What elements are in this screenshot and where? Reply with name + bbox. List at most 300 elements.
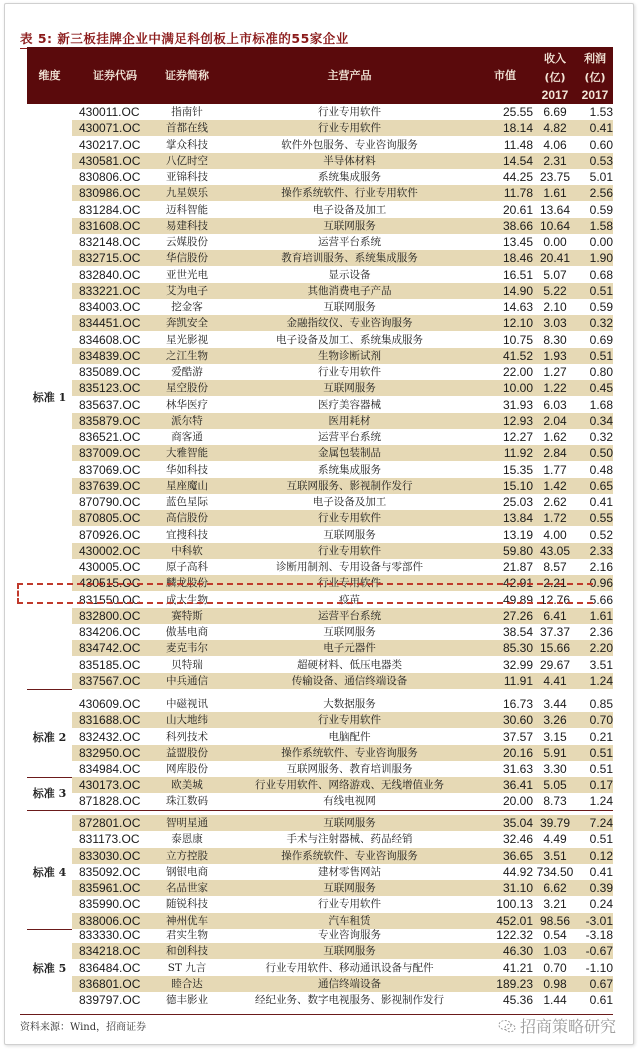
cell-revenue: 3.44 <box>543 697 567 711</box>
table-row <box>27 510 613 526</box>
cell-product: 经纪业务、数字电视服务、影视制作发行 <box>255 994 444 1006</box>
cell-market-value: 59.80 <box>502 543 533 558</box>
cell-name: 指南针 <box>171 106 203 118</box>
cell-revenue: 8.30 <box>543 332 567 347</box>
cell-product: 行业专用软件 <box>318 898 381 911</box>
cell-name: 九星娱乐 <box>166 187 208 200</box>
cell-product: 建材零售网站 <box>318 865 381 878</box>
cell-name: 中兵通信 <box>166 674 208 687</box>
cell-market-value: 12.27 <box>502 430 533 444</box>
cell-product: 运营平台系统 <box>318 609 381 622</box>
cell-market-value: 14.54 <box>502 153 533 168</box>
cell-profit: 0.59 <box>589 202 613 217</box>
cell-market-value: 14.63 <box>502 300 533 314</box>
cell-profit: -3.01 <box>585 913 613 928</box>
cell-market-value: 15.35 <box>502 462 533 477</box>
cell-revenue: 5.05 <box>543 778 567 792</box>
cell-profit: -0.67 <box>585 944 613 959</box>
header-code: 证券代码 <box>93 69 137 82</box>
cell-code: 830986.OC <box>79 186 141 201</box>
header-revenue <box>533 50 577 102</box>
cell-revenue: 6.69 <box>543 105 567 119</box>
cell-revenue: 2.84 <box>543 446 567 461</box>
cell-product: 运营平台系统 <box>318 431 381 443</box>
cell-name: 星空股份 <box>166 382 208 395</box>
cell-name: 大雅智能 <box>166 447 208 460</box>
cell-name: 中磁视讯 <box>166 698 208 710</box>
cell-profit: 0.51 <box>589 762 613 776</box>
table-row <box>27 120 613 136</box>
cell-name: 睦合达 <box>171 977 203 990</box>
cell-code: 832840.OC <box>79 267 141 282</box>
table-row <box>27 380 613 396</box>
cell-profit: 0.41 <box>589 864 613 879</box>
cell-code: 835637.OC <box>79 397 141 412</box>
cell-profit: 2.33 <box>589 543 613 558</box>
cell-name: 名品世家 <box>166 882 208 894</box>
cell-profit: 0.51 <box>589 283 613 298</box>
cell-market-value: 32.99 <box>502 657 533 672</box>
cell-name: 中科软 <box>171 544 203 557</box>
cell-product: 教育培训服务、系统集成服务 <box>281 252 418 265</box>
cell-code: 834003.OC <box>79 300 141 314</box>
table-row <box>27 153 613 169</box>
cell-revenue: 12.76 <box>539 592 571 607</box>
cell-revenue: 0.98 <box>543 976 567 991</box>
cell-product: 互联网服务 <box>323 528 376 541</box>
cell-profit: 0.85 <box>589 697 613 711</box>
cell-code: 832950.OC <box>79 745 141 760</box>
cell-product: 疫苗 <box>339 593 360 606</box>
cell-code: 832715.OC <box>79 251 141 266</box>
table-row <box>27 202 613 218</box>
cell-market-value: 37.57 <box>502 729 533 744</box>
cell-product: 传输设备、通信终端设备 <box>291 674 408 687</box>
cell-revenue: 4.82 <box>543 121 567 136</box>
cell-product: 行业专用软件、网络游戏、无线增值业务 <box>255 779 444 791</box>
cell-name: 亚锦科技 <box>166 171 208 183</box>
cell-profit: 0.65 <box>589 478 613 493</box>
cell-market-value: 13.19 <box>502 527 533 542</box>
cell-revenue: 1.72 <box>543 511 567 526</box>
cell-market-value: 189.23 <box>496 976 533 991</box>
cell-name: 赛特斯 <box>171 609 203 622</box>
cell-revenue: 1.44 <box>543 993 567 1007</box>
cell-code: 430609.OC <box>79 697 141 711</box>
header-profit <box>575 50 615 102</box>
table-row <box>27 169 613 185</box>
cell-name: 八亿时空 <box>166 154 208 167</box>
cell-code: 830806.OC <box>79 170 141 184</box>
table-row <box>27 543 613 559</box>
table-row <box>27 608 613 624</box>
cell-name: 成大生物 <box>166 593 208 606</box>
table-row <box>27 624 613 640</box>
table-row <box>27 864 613 880</box>
cell-market-value: 38.66 <box>502 218 533 233</box>
table-row <box>27 429 613 445</box>
cell-name: 泰恩康 <box>171 833 203 846</box>
cell-market-value: 16.51 <box>502 267 533 282</box>
table-row <box>27 397 613 413</box>
cell-code: 870790.OC <box>79 495 141 509</box>
cell-profit: 1.24 <box>589 794 613 809</box>
cell-code: 833030.OC <box>79 848 141 863</box>
cell-revenue: 1.03 <box>543 944 567 959</box>
cell-product: 电子设备及加工、系统集成服务 <box>276 333 423 346</box>
cell-code: 833221.OC <box>79 283 141 298</box>
table-row <box>27 185 613 201</box>
cell-revenue: 13.64 <box>539 202 571 217</box>
cell-market-value: 21.87 <box>502 560 533 574</box>
cell-product: 金属包装制品 <box>318 447 381 460</box>
cell-market-value: 122.32 <box>496 928 533 942</box>
cell-revenue: 8.57 <box>543 560 567 574</box>
cell-revenue: 2.04 <box>543 413 567 428</box>
table-row <box>27 364 613 380</box>
table-row <box>27 880 613 896</box>
cell-name: 随锐科技 <box>166 898 208 911</box>
cell-revenue: 734.50 <box>536 864 574 879</box>
cell-profit: 5.66 <box>589 592 613 607</box>
cell-profit: 7.24 <box>589 816 613 830</box>
table-row <box>27 657 613 673</box>
cell-revenue: 3.51 <box>543 848 567 863</box>
cell-product: 电子设备及加工 <box>312 496 387 508</box>
cell-product: 互联网服务 <box>323 626 376 638</box>
table-row <box>27 348 613 364</box>
cell-profit: 1.58 <box>589 218 613 233</box>
cell-revenue: 8.73 <box>543 794 567 809</box>
cell-code: 837567.OC <box>79 673 141 688</box>
cell-market-value: 10.75 <box>502 332 533 347</box>
cell-market-value: 27.26 <box>502 608 533 623</box>
group-label: 标准 3 <box>32 787 67 801</box>
cell-revenue: 2.62 <box>543 495 567 509</box>
cell-name: 贝特瑞 <box>171 658 203 671</box>
cell-product: 互联网服务 <box>323 301 376 313</box>
cell-code: 836484.OC <box>79 960 141 975</box>
cell-market-value: 452.01 <box>496 913 533 928</box>
cell-name: 山大地纬 <box>166 714 208 727</box>
cell-revenue: 2.31 <box>543 153 567 168</box>
cell-name: 麟龙股份 <box>166 577 208 590</box>
cell-name: 首都在线 <box>166 122 208 135</box>
cell-name: 华信股份 <box>166 252 208 265</box>
cell-profit: 0.41 <box>589 495 613 509</box>
cell-name: 麦克韦尔 <box>166 642 208 655</box>
cell-name: 星座魔山 <box>166 479 208 492</box>
cell-profit: 0.80 <box>589 365 613 379</box>
cell-name: 和创科技 <box>166 945 208 958</box>
cell-profit: 0.96 <box>589 576 613 591</box>
cell-profit: 0.45 <box>589 381 613 396</box>
cell-name: 艾为电子 <box>166 284 208 297</box>
cell-revenue: 1.42 <box>543 478 567 493</box>
cell-product: 行业专用软件 <box>318 512 381 525</box>
cell-market-value: 12.10 <box>502 316 533 331</box>
cell-market-value: 46.30 <box>502 944 533 959</box>
table-row <box>27 413 613 429</box>
cell-market-value: 10.00 <box>502 381 533 396</box>
watermark <box>498 1014 616 1037</box>
cell-revenue: 0.00 <box>543 235 567 249</box>
cell-profit: 0.50 <box>589 446 613 461</box>
cell-code: 837009.OC <box>79 446 141 461</box>
cell-product: 大数据服务 <box>323 698 376 710</box>
cell-name: 网库股份 <box>166 763 208 775</box>
table-row <box>27 848 613 864</box>
cell-product: 显示设备 <box>328 268 371 281</box>
cell-product: 系统集成服务 <box>318 171 381 183</box>
cell-market-value: 11.91 <box>503 673 533 688</box>
cell-revenue: 1.27 <box>543 365 567 379</box>
header-revenue-label: 收入 <box>544 52 566 65</box>
cell-profit: 0.68 <box>589 267 613 282</box>
cell-revenue: 3.21 <box>543 897 567 912</box>
cell-revenue: 6.62 <box>543 881 567 895</box>
wechat-icon <box>498 1019 516 1033</box>
table-row <box>27 104 613 120</box>
cell-name: 智明星通 <box>166 817 208 829</box>
table-row <box>27 696 613 712</box>
cell-market-value: 13.45 <box>502 235 533 249</box>
table-row <box>27 745 613 761</box>
cell-revenue: 2.21 <box>543 576 567 591</box>
cell-name: 迈科智能 <box>166 203 208 216</box>
cell-name: 科列技术 <box>166 730 208 743</box>
cell-profit: 0.53 <box>589 153 613 168</box>
table-row <box>27 943 613 959</box>
cell-code: 430011.OC <box>79 105 140 119</box>
cell-product: 电子元器件 <box>323 642 376 655</box>
cell-revenue: 1.62 <box>543 430 567 444</box>
cell-profit: 1.24 <box>589 673 613 688</box>
cell-code: 430071.OC <box>79 121 141 136</box>
table-row <box>27 267 613 283</box>
cell-revenue: 10.64 <box>539 218 571 233</box>
cell-revenue: 6.41 <box>543 608 567 623</box>
cell-profit: -3.18 <box>585 928 613 942</box>
cell-name: 华如科技 <box>166 463 208 476</box>
cell-code: 831608.OC <box>79 218 141 233</box>
cell-product: 其他消费电子产品 <box>307 284 392 297</box>
cell-revenue: 4.49 <box>543 832 567 847</box>
cell-code: 835123.OC <box>79 381 141 396</box>
cell-code: 834608.OC <box>79 332 141 347</box>
cell-product: 诊断用制剂、专用设备与零部件 <box>276 561 423 573</box>
cell-product: 运营平台系统 <box>318 236 381 248</box>
header-profit-year: 2017 <box>581 88 609 102</box>
table-row <box>27 494 613 510</box>
cell-market-value: 30.60 <box>502 713 533 728</box>
table-row <box>27 478 613 494</box>
cell-market-value: 35.04 <box>502 816 533 830</box>
table-row <box>27 712 613 728</box>
cell-product: 电子设备及加工 <box>312 203 387 216</box>
table-row <box>27 927 613 943</box>
cell-product: 行业专用软件 <box>318 577 381 590</box>
cell-name: 神州优车 <box>166 914 208 927</box>
source-note: 资料来源：Wind，招商证券 <box>20 1022 147 1033</box>
cell-code: 835879.OC <box>79 413 141 428</box>
cell-market-value: 11.78 <box>503 186 533 201</box>
header-revenue-year: 2017 <box>541 88 569 102</box>
cell-name: 派尔特 <box>171 414 203 427</box>
cell-name: 商客通 <box>171 431 203 443</box>
cell-market-value: 44.92 <box>502 864 533 879</box>
cell-revenue: 98.56 <box>539 913 571 928</box>
header-market-value: 市值 <box>494 69 516 82</box>
cell-name: 高信股份 <box>166 512 208 525</box>
table-header <box>27 47 613 104</box>
group-label: 标准 4 <box>32 865 67 879</box>
cell-market-value: 18.14 <box>502 121 533 136</box>
cell-market-value: 31.10 <box>502 881 533 895</box>
cell-market-value: 31.63 <box>502 762 533 776</box>
cell-product: 医疗美容器械 <box>318 398 381 411</box>
cell-profit: 2.36 <box>589 625 613 639</box>
cell-code: 834742.OC <box>79 641 141 656</box>
cell-code: 832432.OC <box>79 729 141 744</box>
table-row <box>27 640 613 656</box>
cell-product: 互联网服务 <box>323 945 376 958</box>
cell-profit: 0.67 <box>589 976 613 991</box>
cell-code: 837639.OC <box>79 478 141 493</box>
cell-code: 832800.OC <box>79 608 141 623</box>
cell-market-value: 85.30 <box>502 641 533 656</box>
cell-profit: 3.51 <box>589 657 613 672</box>
cell-name: 宜搜科技 <box>166 528 208 541</box>
table-row <box>27 976 613 992</box>
cell-product: 行业专用软件 <box>318 366 381 378</box>
cell-profit: 0.39 <box>589 881 613 895</box>
cell-product: 操作系统软件、专业咨询服务 <box>281 849 418 862</box>
table-row <box>27 896 613 912</box>
cell-name: 珠江数码 <box>166 795 208 808</box>
table-row <box>27 559 613 575</box>
table-row <box>27 462 613 478</box>
cell-market-value: 20.00 <box>502 794 533 809</box>
cell-revenue: 3.03 <box>543 316 567 331</box>
cell-profit: 0.12 <box>589 848 613 863</box>
cell-market-value: 14.90 <box>502 283 533 298</box>
cell-revenue: 4.00 <box>543 527 567 542</box>
cell-name: 挖金客 <box>171 301 203 313</box>
cell-profit: 0.32 <box>589 430 613 444</box>
cell-product: 生物诊断试剂 <box>318 349 381 362</box>
cell-market-value: 49.89 <box>502 592 533 607</box>
cell-market-value: 41.21 <box>502 960 533 975</box>
cell-profit: 0.51 <box>589 745 613 760</box>
table-row <box>27 527 613 543</box>
cell-name: 益盟股份 <box>166 746 208 759</box>
cell-revenue: 29.67 <box>539 657 571 672</box>
cell-profit: 0.34 <box>589 413 613 428</box>
cell-market-value: 20.16 <box>502 745 533 760</box>
cell-revenue: 1.77 <box>543 462 567 477</box>
cell-revenue: 3.15 <box>543 729 567 744</box>
group-label: 标准 1 <box>32 390 67 404</box>
cell-revenue: 4.41 <box>543 673 567 688</box>
cell-product: 通信终端设备 <box>318 977 381 990</box>
cell-product: 系统集成服务 <box>318 463 381 476</box>
cell-market-value: 22.00 <box>502 365 533 379</box>
cell-name: 云媒股份 <box>166 236 208 248</box>
cell-product: 互联网服务 <box>323 219 376 232</box>
cell-profit: 0.70 <box>589 713 613 728</box>
cell-market-value: 44.25 <box>502 170 533 184</box>
cell-profit: 0.55 <box>589 511 613 526</box>
cell-profit: 0.52 <box>589 527 613 542</box>
cell-profit: 1.90 <box>589 251 613 266</box>
group-divider <box>27 810 613 811</box>
cell-name: 立方控股 <box>166 849 208 862</box>
cell-code: 834839.OC <box>79 348 141 363</box>
cell-name: 星光影视 <box>166 333 208 346</box>
cell-code: 838006.OC <box>79 913 141 928</box>
cell-product: 金融指纹仪、专业咨询服务 <box>286 317 413 330</box>
cell-code: 430173.OC <box>79 778 141 792</box>
cell-profit: 0.24 <box>589 897 613 912</box>
cell-revenue: 0.70 <box>543 960 567 975</box>
cell-market-value: 25.03 <box>502 495 533 509</box>
cell-product: 互联网服务 <box>323 882 376 894</box>
cell-name: 爱酷游 <box>171 366 203 378</box>
cell-code: 832148.OC <box>79 235 141 249</box>
watermark-text: 招商策略研究 <box>520 1017 617 1036</box>
cell-profit: 0.17 <box>589 778 613 792</box>
table-row <box>27 218 613 234</box>
group-divider <box>27 689 72 690</box>
cell-name: 蓝色星际 <box>166 496 208 508</box>
cell-revenue: 43.05 <box>539 543 571 558</box>
cell-product: 超硬材料、低压电器类 <box>297 658 402 671</box>
cell-revenue: 3.30 <box>543 762 567 776</box>
cell-code: 870805.OC <box>79 511 141 526</box>
cell-name: 之江生物 <box>166 349 208 362</box>
cell-revenue: 6.03 <box>543 397 567 412</box>
cell-product: 电脑配件 <box>328 730 371 743</box>
cell-code: 831688.OC <box>79 713 141 728</box>
cell-code: 836521.OC <box>79 430 141 444</box>
table-row <box>27 960 613 976</box>
cell-revenue: 37.37 <box>539 625 571 639</box>
cell-market-value: 31.93 <box>502 397 533 412</box>
cell-market-value: 20.61 <box>502 202 533 217</box>
cell-revenue: 5.07 <box>543 267 567 282</box>
cell-profit: 2.16 <box>589 560 613 574</box>
cell-code: 839797.OC <box>79 993 141 1007</box>
cell-market-value: 41.52 <box>502 348 533 363</box>
cell-code: 835185.OC <box>79 657 141 672</box>
cell-code: 836801.OC <box>79 976 141 991</box>
cell-code: 835089.OC <box>79 365 141 379</box>
cell-product: 半导体材料 <box>323 154 376 167</box>
cell-product: 行业专用软件 <box>318 544 381 557</box>
cell-market-value: 13.84 <box>502 511 533 526</box>
table-row <box>27 992 613 1008</box>
cell-market-value: 38.54 <box>502 625 533 639</box>
cell-code: 870926.OC <box>79 527 141 542</box>
cell-code: 831284.OC <box>79 202 141 217</box>
table-row <box>27 445 613 461</box>
cell-profit: 1.68 <box>589 397 613 412</box>
cell-code: 430005.OC <box>79 560 141 574</box>
cell-market-value: 15.10 <box>502 478 533 493</box>
cell-revenue: 0.54 <box>543 928 567 942</box>
cell-product: 互联网服务 <box>323 382 376 395</box>
